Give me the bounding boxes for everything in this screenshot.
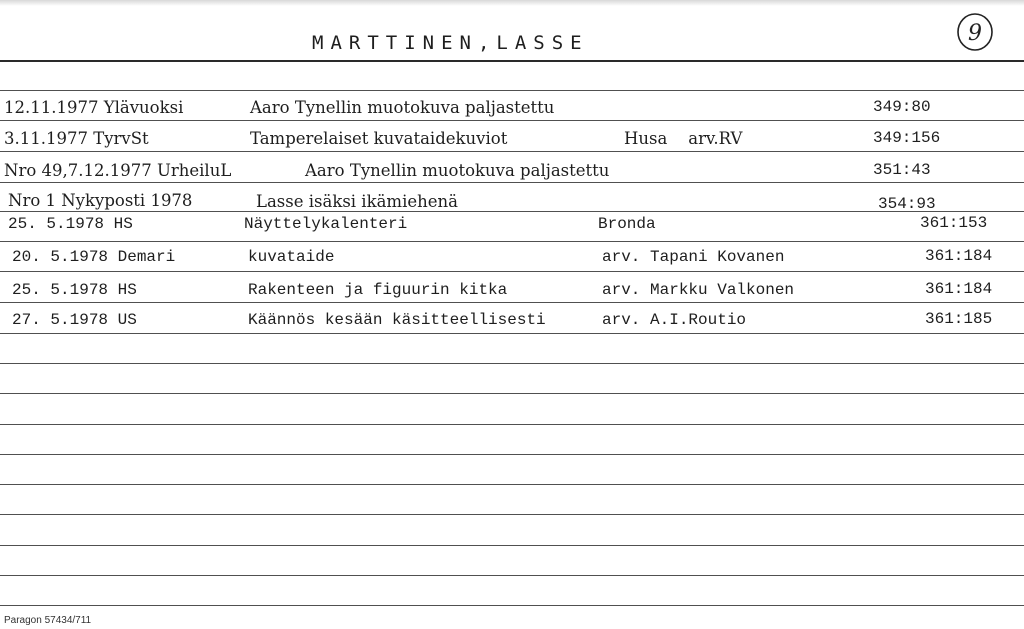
entry-title: Käännös kesään käsitteellisesti [248, 311, 546, 329]
card-footer: Paragon 57434/711 [4, 615, 92, 626]
entry-title: Rakenteen ja figuurin kitka [248, 281, 508, 299]
entry-date-source: Nro 49,7.12.1977 UrheiluL [4, 161, 232, 180]
header-rule [0, 60, 1024, 62]
entry-title: kuvataide [248, 248, 335, 266]
rule [0, 605, 1024, 606]
rule [0, 211, 1024, 212]
entry-reference: 349:80 [873, 98, 931, 116]
rule [0, 151, 1024, 152]
entry-reviewer: arv. A.I.Routio [602, 311, 747, 329]
entry-title: Aaro Tynellin muotokuva paljastettu [250, 98, 555, 117]
entry-reference: 361:153 [920, 214, 988, 232]
rule [0, 182, 1024, 183]
entry-reference: 354:93 [878, 195, 936, 213]
entry-reviewer: Bronda [598, 215, 656, 233]
entry-date-source: 12.11.1977 Ylävuoksi [4, 98, 184, 117]
circle-icon [955, 12, 995, 52]
entry-reference: 361:185 [925, 310, 993, 328]
entry-reference: 351:43 [873, 161, 931, 179]
rule [0, 271, 1024, 272]
rule [0, 424, 1024, 425]
card-number-badge [955, 12, 995, 52]
rule [0, 454, 1024, 455]
entry-reviewer: arv. Markku Valkonen [602, 281, 795, 299]
entry-title: Aaro Tynellin muotokuva paljastettu [305, 161, 610, 180]
rule [0, 363, 1024, 364]
rule [0, 302, 1024, 303]
entry-reference: 349:156 [873, 129, 941, 147]
rule [0, 241, 1024, 242]
rule [0, 90, 1024, 91]
entry-title: Näyttelykalenteri [244, 215, 408, 233]
card-number: 9 [968, 21, 982, 46]
rule [0, 575, 1024, 576]
entry-date-source: 25. 5.1978 HS [12, 281, 137, 299]
entry-title: Tamperelaiset kuvataidekuviot [250, 129, 508, 148]
entry-title: Lasse isäksi ikämiehenä [256, 192, 458, 211]
entry-date-source: 27. 5.1978 US [12, 311, 137, 329]
rule [0, 120, 1024, 121]
rule [0, 545, 1024, 546]
entry-date-source: 3.11.1977 TyrvSt [4, 129, 149, 148]
scan-top-edge [0, 0, 1024, 6]
entry-date-source: Nro 1 Nykyposti 1978 [8, 191, 193, 210]
entry-date-source: 25. 5.1978 HS [8, 215, 133, 233]
entry-reviewer: arv. Tapani Kovanen [602, 248, 785, 266]
rule [0, 484, 1024, 485]
rule [0, 333, 1024, 334]
rule [0, 514, 1024, 515]
rule [0, 393, 1024, 394]
entry-reference: 361:184 [925, 247, 993, 265]
entry-date-source: 20. 5.1978 Demari [12, 248, 176, 266]
entry-reference: 361:184 [925, 280, 993, 298]
card-title: MARTTINEN,LASSE [312, 32, 589, 54]
entry-reviewer: Husa arv.RV [624, 129, 743, 148]
